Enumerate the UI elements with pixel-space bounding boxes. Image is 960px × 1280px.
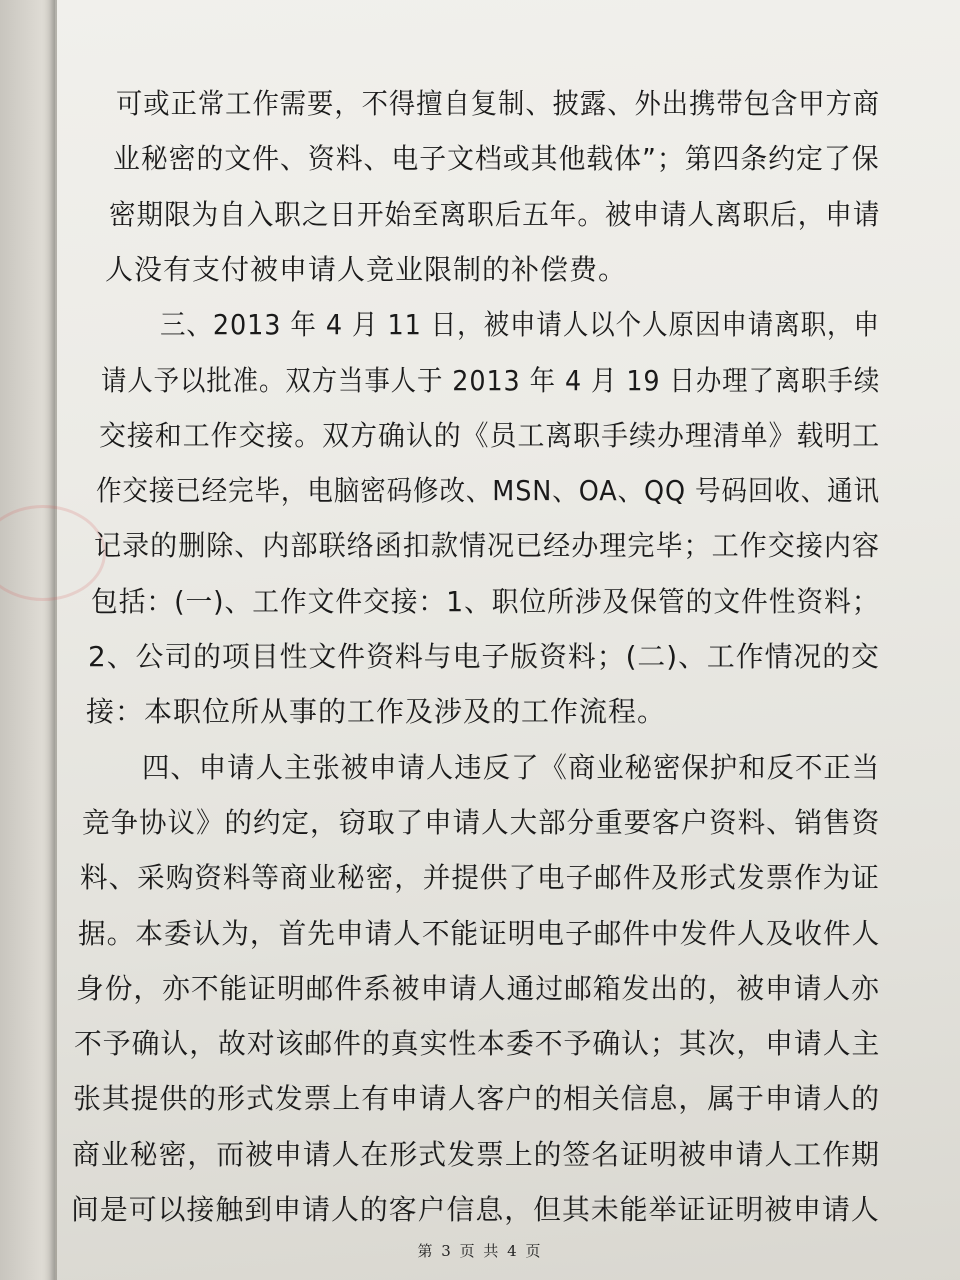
- body-line: 不予确认，故对该邮件的真实性本委不予确认；其次，申请人主: [74, 1027, 881, 1060]
- body-line: 间是可以接触到申请人的客户信息，但其未能举证证明被申请人: [71, 1193, 880, 1226]
- body-line: 身份，亦不能证明邮件系被申请人通过邮箱发出的，被申请人亦: [76, 972, 880, 1005]
- body-line: 请人予以批准。双方当事人于 2013 年 4 月 19 日办理了离职手续: [101, 364, 881, 397]
- body-line: 业秘密的文件、资料、电子文档或其他载体”；第四条约定了保: [113, 142, 880, 175]
- body-line: 竞争协议》的约定，窃取了申请人大部分重要客户资料、销售资: [82, 806, 881, 839]
- body-line: 包括：(一)、工作文件交接：1、职位所涉及保管的文件性资料；: [91, 585, 880, 618]
- body-line: 料、采购资料等商业秘密，并提供了电子邮件及形式发票作为证: [80, 861, 880, 894]
- body-line: 人没有支付被申请人竞业限制的补偿费。: [105, 253, 628, 286]
- body-line: 四、申请人主张被申请人违反了《商业秘密保护和反不正当: [142, 751, 881, 784]
- body-line: 张其提供的形式发票上有申请人客户的相关信息，属于申请人的: [73, 1082, 881, 1115]
- body-line: 商业秘密，而被申请人在形式发票上的签名证明被申请人工作期: [72, 1138, 880, 1171]
- body-line: 三、2013 年 4 月 11 日，被申请人以个人原因申请离职，申: [160, 308, 880, 341]
- body-line: 据。本委认为，首先申请人不能证明电子邮件中发件人及收件人: [78, 917, 881, 950]
- body-line: 作交接已经完毕，电脑密码修改、MSN、OA、QQ 号码回收、通讯: [96, 474, 880, 507]
- body-line: 密期限为自入职之日开始至离职后五年。被申请人离职后，申请: [109, 198, 881, 231]
- body-line: 2、公司的项目性文件资料与电子版资料；(二)、工作情况的交: [88, 640, 880, 673]
- body-line: 接：本职位所从事的工作及涉及的工作流程。: [86, 695, 667, 728]
- body-line: 交接和工作交接。双方确认的《员工离职手续办理清单》载明工: [99, 419, 881, 452]
- body-line: 记录的删除、内部联络函扣款情况已经办理完毕；工作交接内容: [94, 529, 881, 562]
- page-edge: [55, 0, 57, 1280]
- page-number-footer: 第 3 页 共 4 页: [417, 1242, 543, 1260]
- body-line: 可或正常工作需要，不得擅自复制、披露、外出携带包含甲方商: [116, 87, 881, 120]
